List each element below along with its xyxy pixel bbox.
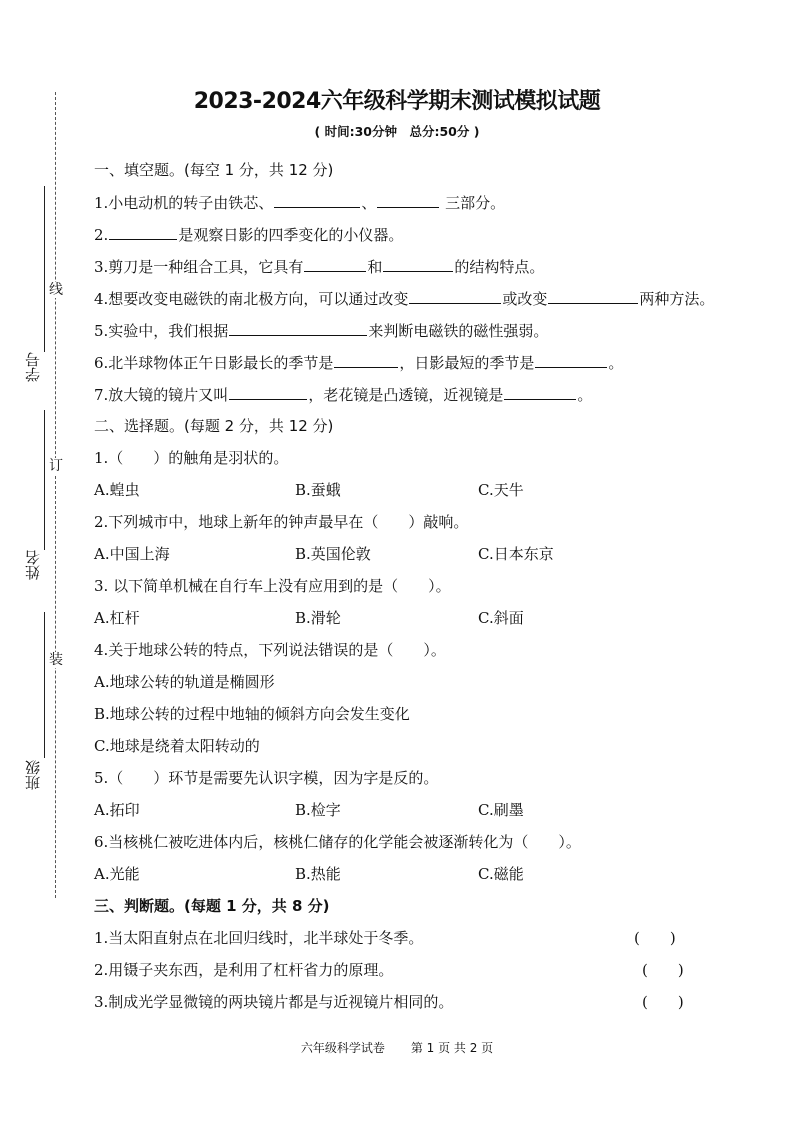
- fill-question-5: [94, 320, 548, 341]
- choice-5-option-b[interactable]: B.检字: [295, 801, 341, 819]
- section1-heading: 一、填空题。(每空 1 分，共 12 分): [94, 161, 334, 179]
- choice-question-6: 6.当核桃仁被吃进体内后，核桃仁储存的化学能会被逐渐转化为（ ）。: [94, 833, 581, 851]
- q3-blank-2[interactable]: [383, 256, 453, 272]
- q5-text-a: 5.实验中，我们根据: [94, 322, 229, 340]
- choice-1-option-c[interactable]: C.天牛: [478, 481, 524, 499]
- fill-question-7: [94, 384, 592, 405]
- q6-text-a: 6.北半球物体正午日影最长的季节是: [94, 354, 334, 372]
- q7-blank-2[interactable]: [504, 384, 576, 400]
- choice-6-option-a[interactable]: A.光能: [94, 865, 140, 883]
- name-field[interactable]: [44, 410, 45, 550]
- student-id-field[interactable]: [44, 186, 45, 352]
- name-label: 姓名: [24, 550, 42, 580]
- q1-text-b: 、: [361, 194, 377, 212]
- q3-text-a: 3.剪刀是一种组合工具，它具有: [94, 258, 304, 276]
- q1-blank-2[interactable]: [377, 192, 439, 208]
- q2-blank-1[interactable]: [109, 224, 177, 240]
- q7-text-b: ，老花镜是凸透镜，近视镜是: [308, 386, 504, 404]
- choice-2-option-b[interactable]: B.英国伦敦: [295, 545, 371, 563]
- choice-question-3: 3. 以下简单机械在自行车上没有应用到的是（ ）。: [94, 577, 451, 595]
- judge-question-2: 2.用镊子夹东西，是利用了杠杆省力的原理。: [94, 961, 394, 979]
- choice-3-option-c[interactable]: C.斜面: [478, 609, 524, 627]
- fill-question-2: [94, 224, 403, 245]
- q4-text-c: 两种方法。: [639, 290, 715, 308]
- q2-text-b: 是观察日影的四季变化的小仪器。: [178, 226, 404, 244]
- choice-1-option-a[interactable]: A.蝗虫: [94, 481, 140, 499]
- choice-6-option-c[interactable]: C.磁能: [478, 865, 524, 883]
- binding-mark-xian: 线: [49, 282, 63, 298]
- footer-exam-name: 六年级科学试卷: [300, 1041, 385, 1055]
- choice-question-1: 1.（ ）的触角是羽状的。: [94, 449, 289, 467]
- choice-question-5: 5.（ ）环节是需要先认识字模，因为字是反的。: [94, 769, 439, 787]
- judge-question-3: 3.制成光学显微镜的两块镜片都是与近视镜片相同的。: [94, 993, 454, 1011]
- choice-4-option-b[interactable]: B.地球公转的过程中地轴的倾斜方向会发生变化: [94, 705, 410, 723]
- exam-info: ( 时间:30分钟 总分:50分 ): [314, 124, 480, 139]
- choice-6-option-b[interactable]: B.热能: [295, 865, 341, 883]
- q1-text-a: 1.小电动机的转子由铁芯、: [94, 194, 274, 212]
- q6-blank-1[interactable]: [334, 352, 398, 368]
- page-title: 2023-2024六年级科学期末测试模拟试题: [193, 89, 601, 114]
- q6-blank-2[interactable]: [535, 352, 607, 368]
- choice-1-option-b[interactable]: B.蚕蛾: [295, 481, 341, 499]
- fill-question-4: [94, 288, 714, 309]
- q3-text-b: 和: [367, 258, 383, 276]
- choice-question-2: 2.下列城市中，地球上新年的钟声最早在（ ）敲响。: [94, 513, 469, 531]
- q7-blank-1[interactable]: [229, 384, 307, 400]
- choice-4-option-a[interactable]: A.地球公转的轨道是椭圆形: [94, 673, 275, 691]
- q7-text-c: 。: [577, 386, 593, 404]
- fill-question-3: [94, 256, 544, 277]
- choice-3-option-a[interactable]: A.杠杆: [94, 609, 140, 627]
- q6-text-c: 。: [608, 354, 624, 372]
- section2-heading: 二、选择题。(每题 2 分，共 12 分): [94, 417, 334, 435]
- q4-blank-2[interactable]: [548, 288, 638, 304]
- binding-dashed-line: [55, 92, 56, 898]
- fill-question-1: [94, 192, 505, 213]
- q5-text-b: 来判断电磁铁的磁性强弱。: [368, 322, 549, 340]
- q2-text-a: 2.: [94, 226, 109, 244]
- q4-text-a: 4.想要改变电磁铁的南北极方向，可以通过改变: [94, 290, 409, 308]
- choice-5-option-a[interactable]: A.拓印: [94, 801, 140, 819]
- judge-3-answer[interactable]: ( ): [642, 993, 684, 1011]
- q1-blank-1[interactable]: [274, 192, 360, 208]
- class-field[interactable]: [44, 612, 45, 758]
- judge-1-answer[interactable]: ( ): [634, 929, 676, 947]
- binding-mark-ding: 订: [49, 458, 63, 474]
- choice-3-option-b[interactable]: B.滑轮: [295, 609, 341, 627]
- q4-blank-1[interactable]: [409, 288, 501, 304]
- q3-text-c: 的结构特点。: [454, 258, 545, 276]
- q4-text-b: 或改变: [502, 290, 548, 308]
- choice-5-option-c[interactable]: C.刷墨: [478, 801, 524, 819]
- page-footer: [0, 1039, 794, 1056]
- section3-heading: 三、判断题。(每题 1 分，共 8 分): [94, 897, 330, 915]
- q5-blank-1[interactable]: [229, 320, 367, 336]
- choice-2-option-a[interactable]: A.中国上海: [94, 545, 170, 563]
- choice-4-option-c[interactable]: C.地球是绕着太阳转动的: [94, 737, 260, 755]
- student-id-label: 学号: [24, 352, 42, 382]
- q6-text-b: ，日影最短的季节是: [399, 354, 535, 372]
- choice-question-4: 4.关于地球公转的特点，下列说法错误的是（ ）。: [94, 641, 446, 659]
- judge-2-answer[interactable]: ( ): [642, 961, 684, 979]
- footer-page-number: 第 1 页 共 2 页: [410, 1041, 494, 1055]
- q3-blank-1[interactable]: [304, 256, 366, 272]
- q7-text-a: 7.放大镜的镜片又叫: [94, 386, 229, 404]
- q1-text-c: 三部分。: [440, 194, 506, 212]
- judge-question-1: 1.当太阳直射点在北回归线时，北半球处于冬季。: [94, 929, 424, 947]
- choice-2-option-c[interactable]: C.日本东京: [478, 545, 554, 563]
- fill-question-6: [94, 352, 623, 373]
- class-label: 班级: [24, 760, 42, 790]
- binding-mark-zhuang: 装: [49, 652, 63, 668]
